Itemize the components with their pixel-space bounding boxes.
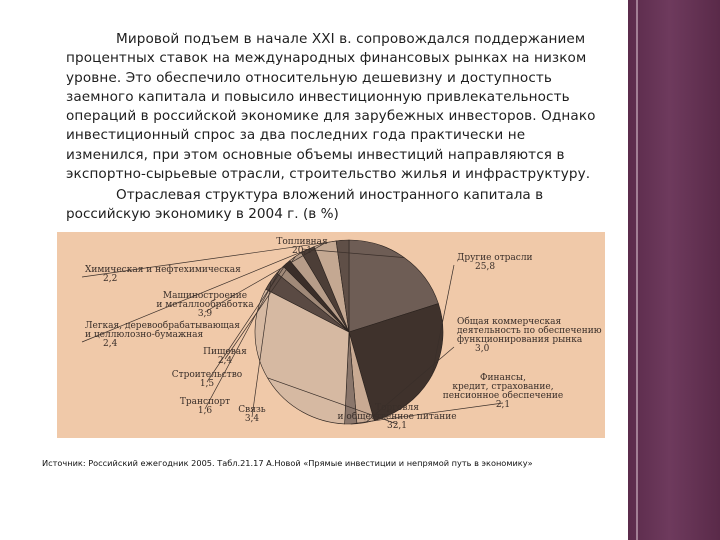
slice-value-10: 2,4 xyxy=(103,339,118,349)
slice-label-11: Машиностроение и металлообработка 3,9 xyxy=(156,291,254,319)
pie-chart xyxy=(57,232,605,438)
slice-value-2: 25,8 xyxy=(475,262,496,272)
slice-value-9: 2,4 xyxy=(217,356,233,366)
slice-label-1: Топливная 20,1 xyxy=(276,237,328,256)
slice-value-4: 2,1 xyxy=(495,400,511,410)
body-paragraph xyxy=(66,30,606,184)
slice-value-7: 1,6 xyxy=(197,406,213,416)
slice-label-3: Общая коммерческая деятельность по обеспечению функционирования рынка 3,0 xyxy=(457,317,602,354)
decorative-sidebar xyxy=(628,0,720,540)
source-note: Источник: Российский ежегодник 2005. Табл.21.17 А.Новой «Прямые инвестиции и непрямой путь в экономику» xyxy=(42,458,533,468)
slice-label-10: Легкая, деревообрабатывающая и целлюлозно-бумажная 2,4 xyxy=(85,321,240,349)
slice-value-8: 1,5 xyxy=(199,379,215,389)
slice-value-11: 3,9 xyxy=(197,309,213,319)
slice-label-8: Строительство 1,5 xyxy=(171,370,243,389)
slice-label-7: Транспорт 1,6 xyxy=(179,397,231,416)
slice-label-5: Торговля и общественное питание 32,1 xyxy=(337,403,457,431)
slice-label-9: Пищевая 2,4 xyxy=(203,347,247,366)
slice-label-4: Финансы, кредит, страхование, пенсионное обеспечение 2,1 xyxy=(442,373,564,410)
slice-value-1: 20,1 xyxy=(291,246,313,256)
slice-label-6: Связь 3,4 xyxy=(238,405,266,424)
sidebar-divider xyxy=(636,0,638,540)
slice-value-6: 3,4 xyxy=(244,414,260,424)
slice-value-3: 3,0 xyxy=(475,344,490,354)
slice-label-12: Химическая и нефтехимическая 2,2 xyxy=(85,265,241,284)
chart-caption-text: Отраслевая структура вложений иностранного капитала в российскую экономику в 2004 г. (в %) xyxy=(66,187,544,223)
slice-label-2: Другие отрасли 25,8 xyxy=(457,253,533,272)
body-paragraph-text: Мировой подъем в начале XXI в. сопровождался поддержанием процентных ставок на международных финансовых рынках на низком уровне. Это обеспечило относительную дешевизну и доступность заемного капитала и повысило инвестиционную привлекательность операций в российской экономике для зарубежных инвесторов. Однако инвестиционный спрос за два последних года практически не изменился, при этом основные объемы инвестиций направляются в экспортно-сырьевые отрасли, строительство жилья и инфраструктуру. xyxy=(66,31,596,183)
pie-chart-panel xyxy=(57,232,605,438)
slice-value-5: 32,1 xyxy=(386,421,408,431)
chart-caption xyxy=(66,186,606,225)
slice-value-12: 2,2 xyxy=(103,274,118,284)
